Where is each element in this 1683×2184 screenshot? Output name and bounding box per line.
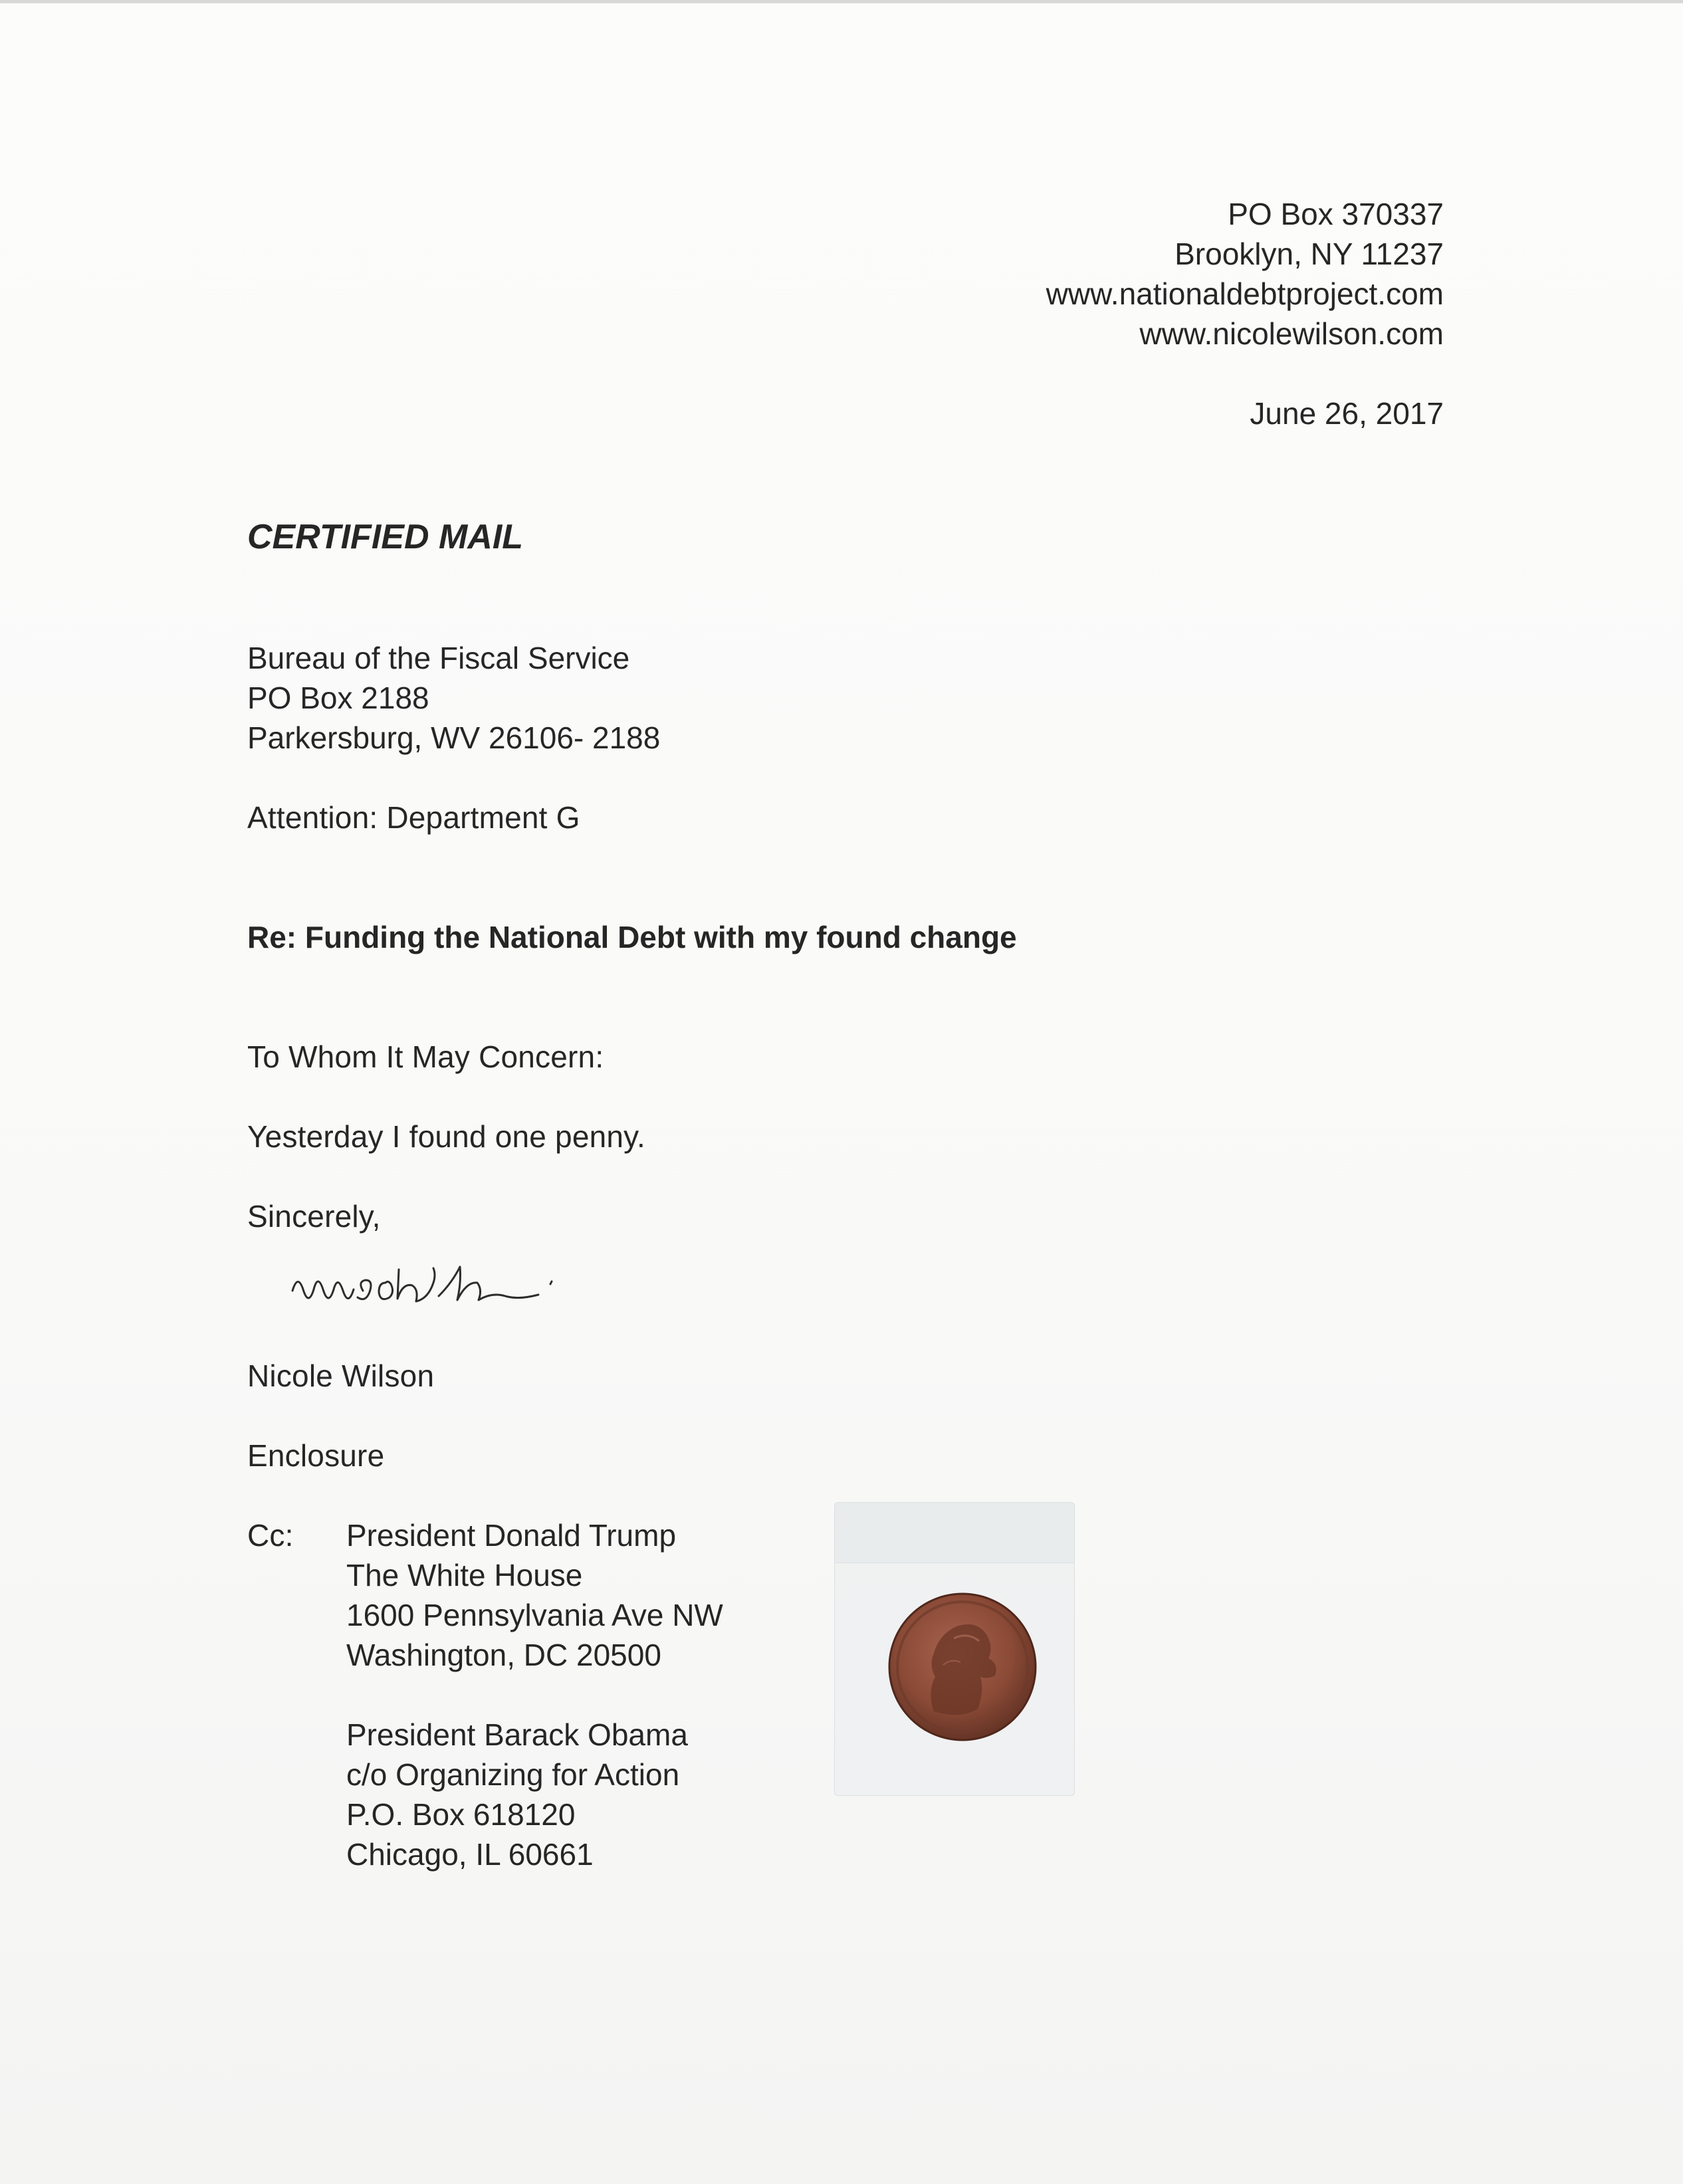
letter-date: June 26, 2017 <box>1250 396 1444 431</box>
cc-recipient-name: President Barack Obama <box>346 1717 688 1752</box>
cc-recipient-line-2: P.O. Box 618120 <box>346 1797 576 1832</box>
mail-type-heading: CERTIFIED MAIL <box>247 518 524 556</box>
sender-address-line-2: Brooklyn, NY 11237 <box>1175 237 1444 271</box>
cc-recipient <box>346 1715 723 1874</box>
recipient-address-line-1: PO Box 2188 <box>247 681 429 715</box>
closing: Sincerely, <box>247 1199 381 1234</box>
signature-image <box>286 1243 685 1323</box>
cc-recipient <box>346 1515 723 1675</box>
scan-edge <box>0 0 1683 3</box>
recipient-address <box>247 638 660 758</box>
sender-address <box>1046 194 1444 354</box>
cc-recipient-line-3: Chicago, IL 60661 <box>346 1837 594 1872</box>
enclosure-label: Enclosure <box>247 1438 385 1473</box>
sender-website-2: www.nicolewilson.com <box>1139 316 1444 351</box>
coin-envelope-seal <box>835 1503 1074 1563</box>
recipient-name: Bureau of the Fiscal Service <box>247 641 630 675</box>
cc-recipient-name: President Donald Trump <box>346 1518 677 1553</box>
sender-website-1: www.nationaldebtproject.com <box>1046 276 1444 311</box>
subject-line: Re: Funding the National Debt with my found change <box>247 920 1017 954</box>
attention-line: Attention: Department G <box>247 800 580 835</box>
cc-recipient-line-1: c/o Organizing for Action <box>346 1757 680 1792</box>
signer-name: Nicole Wilson <box>247 1359 435 1393</box>
cc-recipient-line-3: Washington, DC 20500 <box>346 1638 661 1672</box>
cc-label: Cc: <box>247 1518 294 1553</box>
penny-icon <box>887 1592 1038 1742</box>
sender-address-line-1: PO Box 370337 <box>1228 197 1444 231</box>
cc-recipients <box>346 1515 723 1874</box>
letter-body: Yesterday I found one penny. <box>247 1119 645 1154</box>
recipient-address-line-2: Parkersburg, WV 26106- 2188 <box>247 720 661 755</box>
cc-recipient-line-1: The White House <box>346 1558 583 1592</box>
cc-recipient-line-2: 1600 Pennsylvania Ave NW <box>346 1598 723 1632</box>
salutation: To Whom It May Concern: <box>247 1039 604 1074</box>
